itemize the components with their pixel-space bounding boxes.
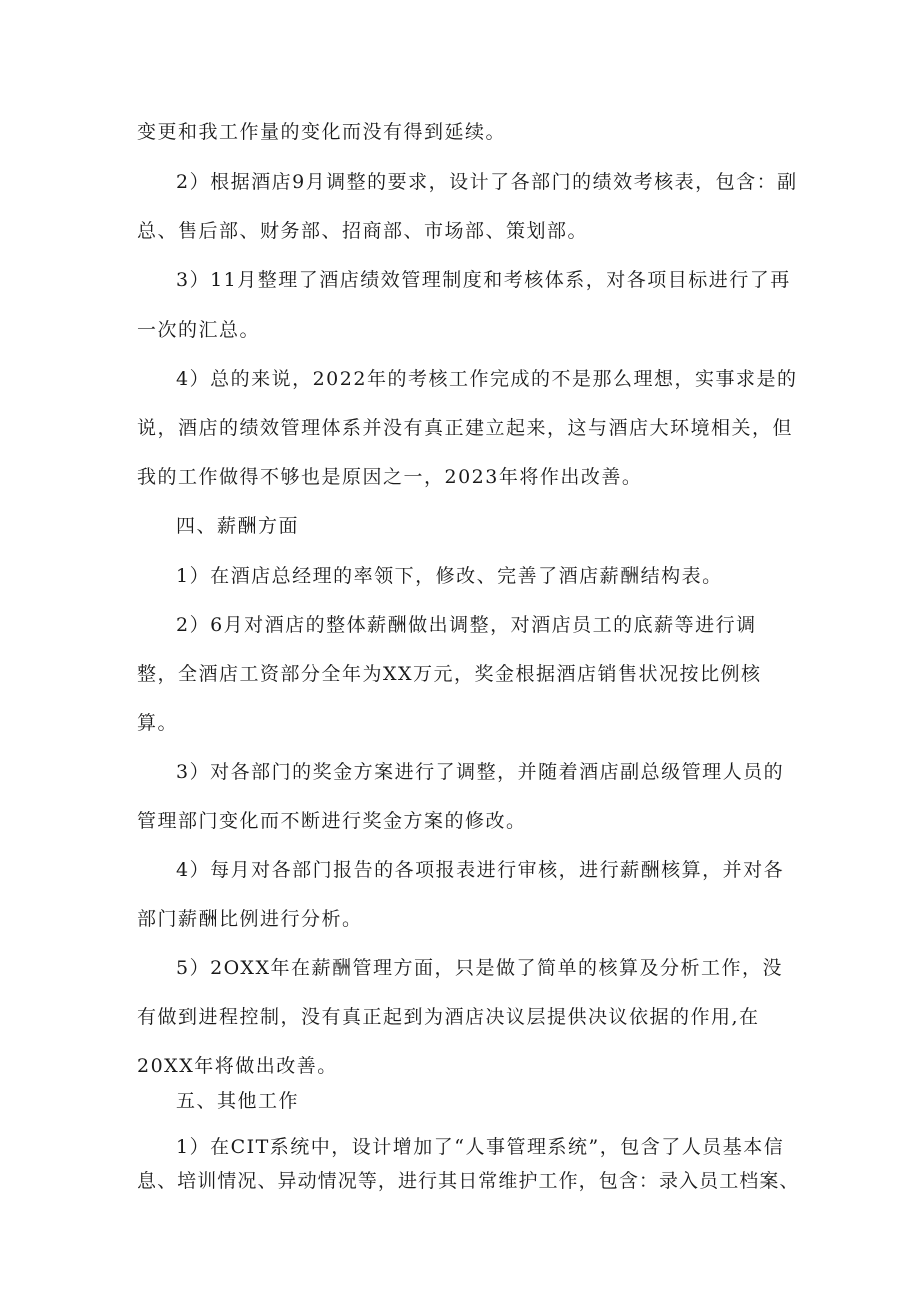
text-line: 息、培训情况、异动情况等，进行其日常维护工作，包含：录入员工档案、	[137, 1170, 800, 1192]
list-item-performance-2: 2）根据酒店9月调整的要求，设计了各部门的绩效考核表，包含：副	[176, 171, 798, 193]
text-line: 算。	[137, 712, 179, 734]
list-item-performance-3: 3）11月整理了酒店绩效管理制度和考核体系，对各项目标进行了再	[176, 269, 791, 291]
text-line: 我的工作做得不够也是原因之一，2023年将作出改善。	[137, 466, 643, 488]
section-heading-compensation: 四、薪酬方面	[176, 515, 300, 537]
text-line: 20XX年将做出改善。	[137, 1055, 338, 1077]
list-item-performance-4: 4）总的来说，2022年的考核工作完成的不是那么理想，实事求是的	[176, 368, 798, 390]
list-item-compensation-4: 4）每月对各部门报告的各项报表进行审核，进行薪酬核算，并对各	[176, 859, 785, 881]
text-line: 有做到进程控制，没有真正起到为酒店决议层提供决议依据的作用,在	[137, 1006, 760, 1028]
list-item-other-1: 1）在CIT系统中，设计增加了“人事管理系统”，包含了人员基本信	[176, 1136, 785, 1158]
list-item-compensation-3: 3）对各部门的奖金方案进行了调整，并随着酒店副总级管理人员的	[176, 761, 785, 783]
list-item-compensation-2: 2）6月对酒店的整体薪酬做出调整，对酒店员工的底薪等进行调	[176, 614, 757, 636]
text-line: 变更和我工作量的变化而没有得到延续。	[137, 121, 507, 143]
text-line: 整，全酒店工资部分全年为XX万元，奖金根据酒店销售状况按比例核	[137, 663, 762, 685]
text-line: 说，酒店的绩效管理体系并没有真正建立起来，这与酒店大环境相关，但	[137, 417, 794, 439]
section-heading-other-work: 五、其他工作	[176, 1090, 300, 1112]
text-line: 部门薪酬比例进行分析。	[137, 908, 363, 930]
text-line: 管理部门变化而不断进行奖金方案的修改。	[137, 810, 527, 832]
list-item-compensation-5: 5）2OXX年在薪酬管理方面，只是做了简单的核算及分析工作，没	[176, 957, 783, 979]
list-item-compensation-1: 1）在酒店总经理的率领下，修改、完善了酒店薪酬结构表。	[176, 565, 723, 587]
text-line: 总、售后部、财务部、招商部、市场部、策划部。	[137, 220, 589, 242]
text-line: 一次的汇总。	[137, 319, 261, 341]
